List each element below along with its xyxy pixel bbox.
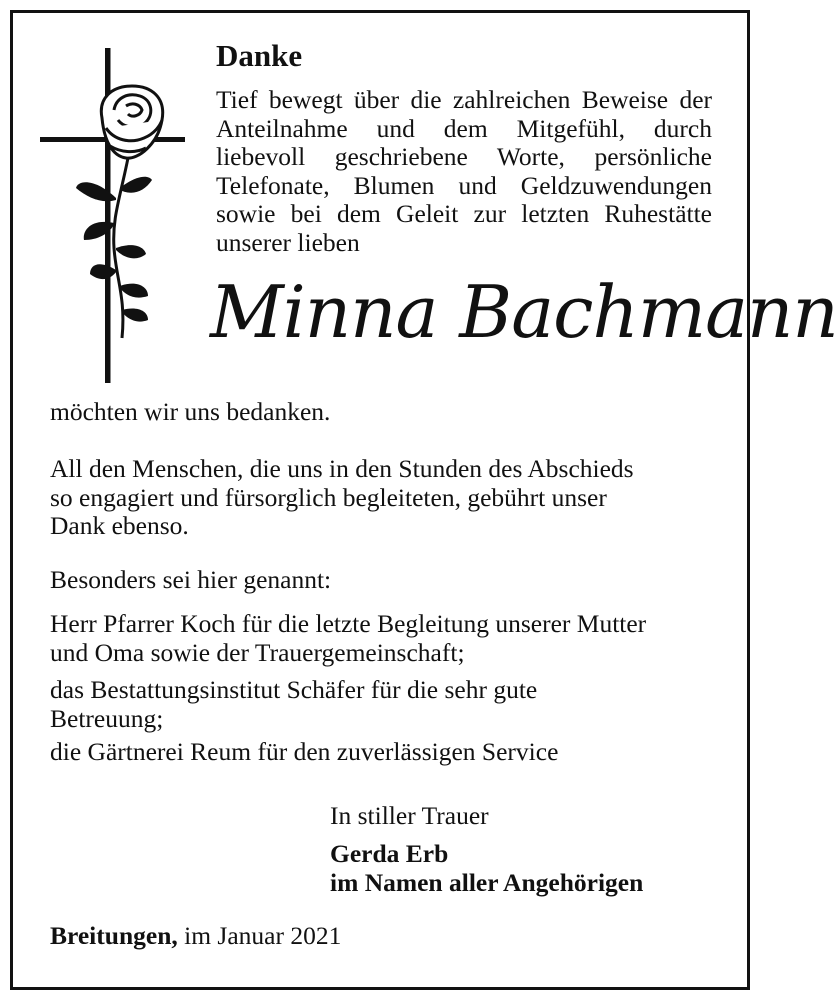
special-item <box>50 738 558 767</box>
intro-line: sowie bei dem Geleit zur letzten Ruhestätte <box>216 199 712 229</box>
intro-line: Telefonate, Blumen und Geldzuwendungen <box>216 170 712 200</box>
deceased-name: Minna Bachmann <box>210 270 838 354</box>
signer-name: Gerda Erb <box>330 839 449 868</box>
heading: Danke <box>216 38 303 73</box>
intro-line: der Anteilnahme und dem Mitgefühl, durch <box>216 85 712 143</box>
intro-line: unserer lieben <box>216 227 360 257</box>
intro-line: liebevoll geschriebene Worte, persönliche <box>216 142 712 172</box>
cross-with-rose-icon <box>40 48 185 383</box>
intro-line: Tief bewegt über die zahlreichen Beweise <box>216 85 669 114</box>
thanks-paragraph <box>50 455 634 541</box>
special-item-line: Betreuung; <box>50 703 164 733</box>
signer-relation: im Namen aller Angehörigen <box>330 868 644 897</box>
mourning-line: In stiller Trauer <box>330 801 489 830</box>
special-item-line: die Gärtnerei Reum für den zuverlässigen Service <box>50 737 559 766</box>
place: Breitungen, <box>50 921 178 950</box>
paragraph-line: Dank ebenso. <box>50 511 189 541</box>
paragraph-line: so engagiert und fürsorglich begleiteten, gebührt unser <box>50 482 607 512</box>
special-item <box>50 610 646 667</box>
special-item-line: Herr Pfarrer Koch für die letzte Begleitung unserer Mutter <box>50 609 647 638</box>
date: im Januar 2021 <box>184 921 342 950</box>
intro-text <box>216 86 712 258</box>
thanks-line: möchten wir uns bedanken. <box>50 397 331 426</box>
special-item-line: und Oma sowie der Trauergemeinschaft; <box>50 637 465 667</box>
special-item <box>50 676 537 733</box>
paragraph-line: All den Menschen, die uns in den Stunden des Abschieds <box>50 454 634 483</box>
special-item-line: das Bestattungsinstitut Schäfer für die sehr gute <box>50 675 538 704</box>
special-intro: Besonders sei hier genannt: <box>50 565 332 594</box>
place-date <box>50 922 341 951</box>
